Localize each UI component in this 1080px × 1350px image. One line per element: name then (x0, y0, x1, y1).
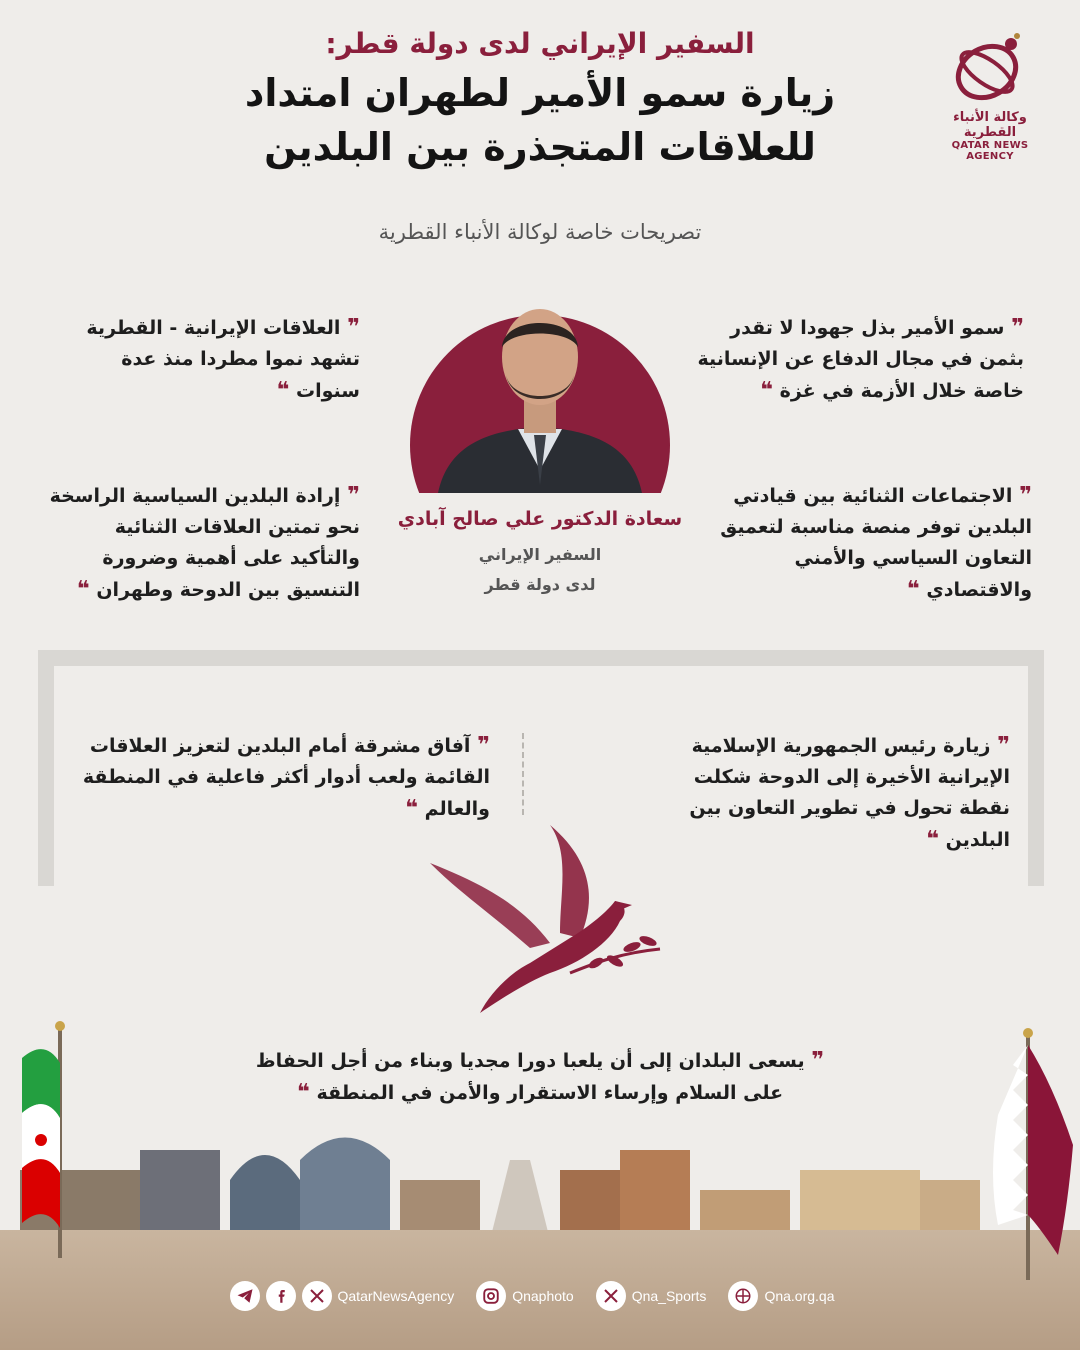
x-icon[interactable] (596, 1281, 626, 1311)
quote-block-7 (240, 1045, 840, 1109)
footer-instagram-handle[interactable]: Qnaphoto (512, 1288, 574, 1304)
ambassador-title-line-1: السفير الإيراني (478, 545, 602, 564)
qatar-flag-icon (978, 1025, 1078, 1280)
ambassador-name: سعادة الدكتور علي صالح آبادي (397, 508, 683, 530)
iran-flag-icon (10, 1018, 110, 1258)
telegram-icon[interactable] (230, 1281, 260, 1311)
footer-sports-handle[interactable]: Qna_Sports (631, 1288, 707, 1304)
quote-open-icon: ❞ (1019, 483, 1032, 508)
quote-close-icon: ❝ (76, 577, 90, 602)
dove-illustration (420, 823, 665, 1023)
quote-close-icon: ❝ (296, 1080, 310, 1105)
quote-open-icon: ❞ (347, 483, 360, 508)
quote-block-2 (60, 312, 360, 407)
quote-close-icon: ❝ (760, 378, 774, 403)
footer-social-bar (200, 1278, 880, 1314)
instagram-icon[interactable] (476, 1281, 506, 1311)
x-icon[interactable] (302, 1281, 332, 1311)
quote-block-5 (650, 730, 1010, 856)
quote-block-6 (70, 730, 490, 825)
globe-icon[interactable] (728, 1281, 758, 1311)
headline-line-2: زيارة سمو الأمير لطهران امتداد (244, 71, 836, 115)
qna-emblem-icon (947, 28, 1033, 108)
quote-block-4 (40, 480, 360, 606)
ambassador-portrait (408, 295, 672, 493)
headline-line-1: السفير الإيراني لدى دولة قطر: (325, 27, 755, 60)
quote-text: يسعى البلدان إلى أن يلعبا دورا مجديا وبناء من أجل الحفاظ على السلام وإرساء الاستقرار والأمن في المنطقة (255, 1050, 805, 1104)
ambassador-title-line-2: لدى دولة قطر (484, 575, 596, 594)
facebook-icon[interactable] (266, 1281, 296, 1311)
headline (170, 22, 910, 174)
quote-close-icon: ❝ (276, 378, 290, 403)
logo-arabic-text: وكالة الأنباء القطرية (953, 110, 1027, 140)
qna-logo (930, 28, 1050, 162)
quote-open-icon: ❞ (1011, 315, 1024, 340)
quote-text: الاجتماعات الثنائية بين قيادتي البلدين توفر منصة مناسبة لتعميق التعاون السياسي والأمني والاقتصادي (720, 485, 1032, 601)
headline-line-3: للعلاقات المتجذرة بين البلدين (264, 125, 816, 169)
quote-close-icon: ❝ (906, 577, 920, 602)
quote-text: آفاق مشرقة أمام البلدين لتعزيز العلاقات القائمة ولعب أدوار أكثر فاعلية في المنطقة والعالم (82, 735, 490, 820)
quote-open-icon: ❞ (811, 1048, 825, 1073)
quote-text: العلاقات الإيرانية - القطرية تشهد نموا مطردا منذ عدة سنوات (86, 317, 360, 402)
quote-text: سمو الأمير بذل جهودا لا تقدر بثمن في مجال الدفاع عن الإنسانية خاصة خلال الأزمة في غزة (697, 317, 1024, 402)
quote-open-icon: ❞ (347, 315, 360, 340)
ambassador-title (330, 540, 750, 600)
frame-divider (522, 733, 524, 815)
logo-english-text: QATAR NEWS AGENCY (951, 140, 1029, 162)
subtitle: تصريحات خاصة لوكالة الأنباء القطرية (378, 220, 702, 244)
quote-open-icon: ❞ (997, 733, 1010, 758)
footer-main-handle[interactable]: QatarNewsAgency (337, 1288, 455, 1304)
quote-text: إرادة البلدين السياسية الراسخة نحو تمتين العلاقات الثنائية والتأكيد على أهمية وضرورة التنسيق بين الدوحة وطهران (49, 485, 360, 601)
quote-open-icon: ❞ (477, 733, 490, 758)
quote-close-icon: ❝ (926, 827, 939, 852)
quote-block-1 (694, 312, 1024, 407)
quote-close-icon: ❝ (405, 796, 419, 821)
quote-text: زيارة رئيس الجمهورية الإسلامية الإيرانية الأخيرة إلى الدوحة شكلت نقطة تحول في تطوير التعاون بين البلدين (689, 735, 1010, 851)
footer-website[interactable]: Qna.org.qa (764, 1288, 835, 1304)
